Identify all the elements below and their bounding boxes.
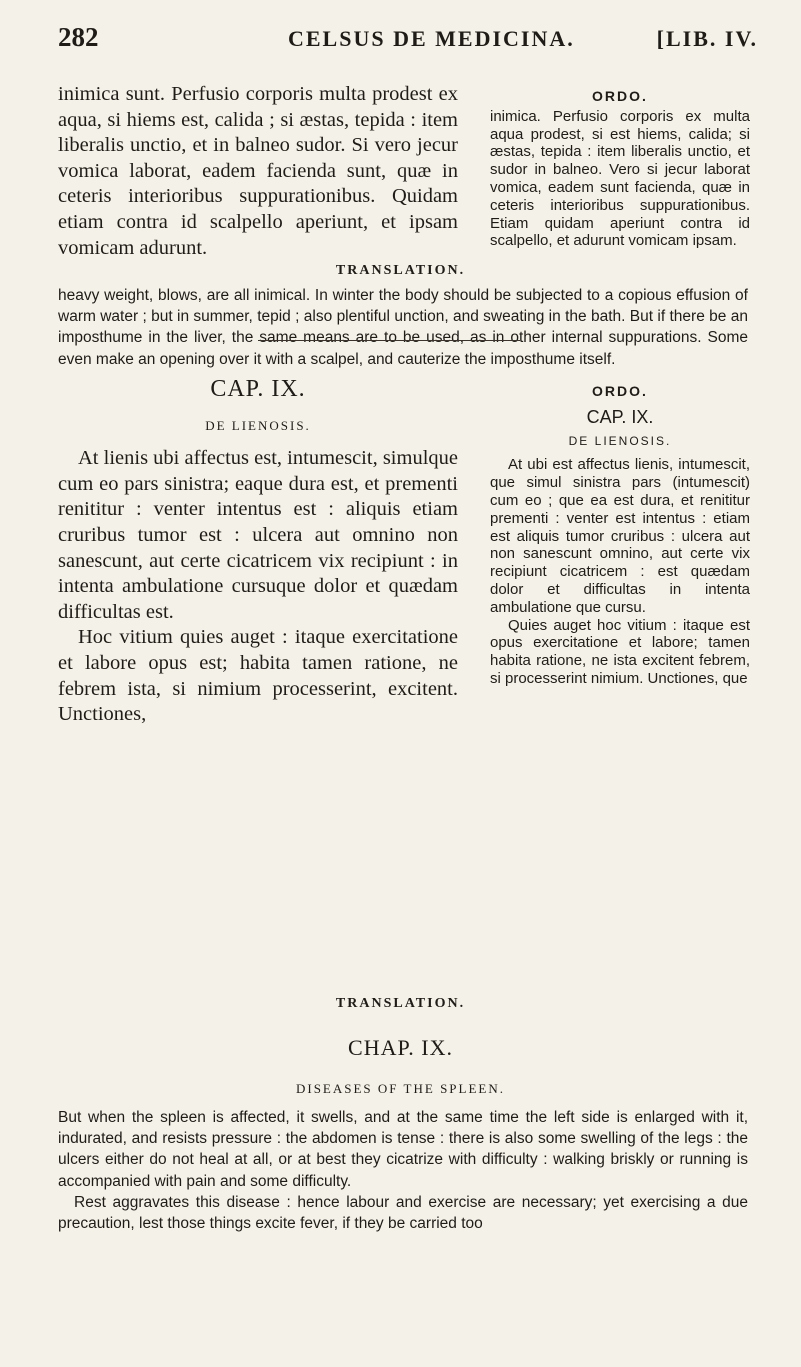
ordo-chapter-heading: CAP. IX. xyxy=(586,406,654,427)
chapter-heading: CAP. IX. xyxy=(210,376,306,402)
ordo-title: ORDO. xyxy=(592,88,648,104)
section-divider xyxy=(258,340,520,341)
translation-text-2 xyxy=(58,1107,748,1234)
ordo-paragraph: At ubi est affectus lienis, intumescit, que simul sinistra pars (intumescit) cum eo ; que ea est dura, et renititur prementi : venter est intentus : etiam est aliquis tumor cruribus : ulcera aut non sanescunt omnino, aut certe vix recipiunt cicatricem : est quædam dolor et difficultas in intenta ambulatione que cursu. xyxy=(490,456,750,616)
running-header xyxy=(58,22,758,62)
translation-paragraph: But when the spleen is affected, it swells, and at the same time the left side is enlarged with it, indurated, and resists pressure : the abdomen is tense : there is also some swelling of the legs : the ulcers either do not heal at all, or at best they cicatrize with difficulty : walking briskly or running is accompanied with pain and some difficulty. xyxy=(58,1109,748,1190)
ordo-paragraph: inimica. Perfusio corporis ex multa aqua prodest, si est hiems, calida; si æstas, tepida : item liberalis unctio, et sudor in balneo. Vero si jecur laborat vomica, eadem sunt facienda, quæ in ceteris interioribus suppurationibus. Etiam quidam aperiunt contra id scalpello, et adurunt vomicam ipsam. xyxy=(490,107,750,250)
ordo-title: ORDO. xyxy=(592,383,648,399)
translation-text-1 xyxy=(58,285,748,370)
page-number: 282 xyxy=(58,22,99,52)
ordo-chapter-subheading: DE LIENOSIS. xyxy=(568,433,672,448)
ordo-column-2 xyxy=(490,383,750,688)
ordo-column-1 xyxy=(490,88,750,250)
chapter-subheading: DE LIENOSIS. xyxy=(205,417,311,433)
running-title: CELSUS DE MEDICINA. xyxy=(288,26,575,51)
translation-paragraph: heavy weight, blows, are all inimical. In winter the body should be subjected to a copious effusion of warm water ; but in summer, tepid ; also plentiful unction, and sweating in the bath. But if there be an imposthume in the liver, the same means are to be used, as in other internal suppurations. Some even make an opening over it with a scalpel, and cauterize the imposthume itself. xyxy=(58,287,748,368)
latin-text-2 xyxy=(58,377,458,728)
latin-paragraph: inimica sunt. Perfusio corporis multa prodest ex aqua, si hiems est, calida ; si æstas, tepida : item liberalis unctio, et in balneo sudor. Si vero jecur vomica laborat, eadem facienda sunt, quæ in ceteris interioribus suppurationibus. Quidam etiam contra id scalpello aperiunt, et ipsam vomicam adurunt. xyxy=(58,83,458,259)
translation-heading-2: TRANSLATION. xyxy=(335,996,466,1011)
latin-paragraph: At lienis ubi affectus est, intumescit, simulque cum eo pars sinistra; eaque dura est, et prementi renititur : venter intentus est : aliquis etiam cruribus tumor est : ulcera aut omnino non sanescunt, aut certe cicatricem vix recipiunt : in intenta ambulatione cursuque dolor et quædam difficultas est. xyxy=(58,447,458,623)
translation-paragraph: Rest aggravates this disease : hence labour and exercise are necessary; yet exercising a due precaution, lest those things excite fever, if they be carried too xyxy=(58,1193,748,1233)
translation-heading-1: TRANSLATION. xyxy=(335,263,466,278)
latin-paragraph: Hoc vitium quies auget : itaque exercitatione et labore opus est; habita tamen ratione, ne febrem ista, si nimium processerint, excitent. Unctiones, xyxy=(58,626,458,726)
translation-chapter-subheading: DISEASES OF THE SPLEEN. xyxy=(295,1081,505,1096)
book-reference: [LIB. IV. xyxy=(656,26,758,51)
translation-chapter-heading: CHAP. IX. xyxy=(348,1035,453,1060)
latin-text-1 xyxy=(58,82,458,261)
ordo-paragraph: Quies auget hoc vitium : itaque est opus exercitatione et labore; tamen habita ratione, ne ista excitent febrem, si processerint nimium. Unctiones, que xyxy=(490,616,750,687)
